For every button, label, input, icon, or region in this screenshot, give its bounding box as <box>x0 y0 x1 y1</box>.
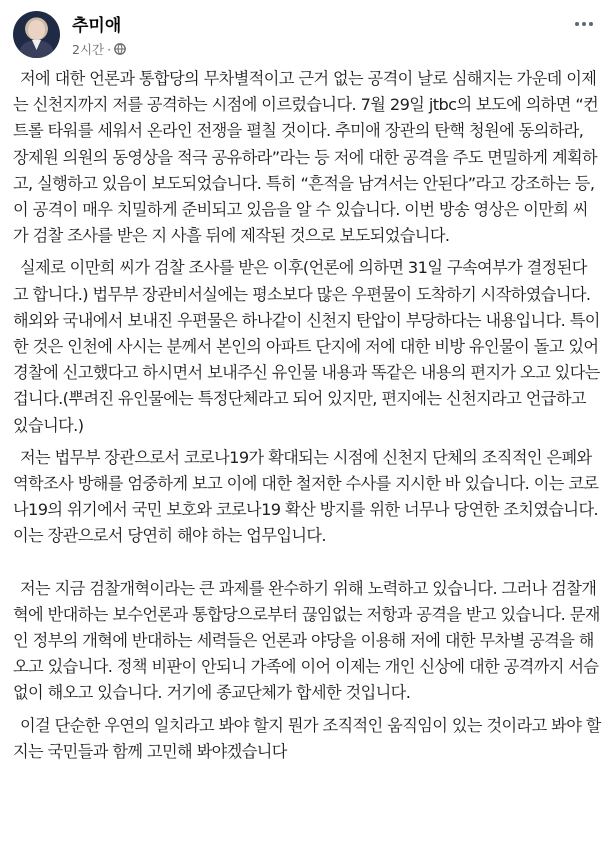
post-paragraph: 저에 대한 언론과 통합당의 무차별적이고 근거 없는 공격이 날로 심해지는 가운데 이제는 신천지까지 저를 공격하는 시점에 이르렀습니다. 7월 29일 jtbc의 보도에 의하면 “컨트롤 타워를 세워서 온라인 전쟁을 펼칠 것이다. 추미애 장관의 탄핵 청원에 동의하라, 장제원 의원의 동영상을 적극 공유하라”라는 등 저에 대한 공격을 주도 면밀하게 계획하고, 실행하고 있음이 보도되었습니다. 특히 “흔적을 남겨서는 안된다”라고 강조하는 등, 이 공격이 매우 치밀하게 준비되고 있음을 알 수 있습니다. 이번 방송 영상은 이만희 씨가 검찰 조사를 받은 지 사흘 뒤에 제작된 것으로 보도되었습니다. <box>13 69 599 246</box>
avatar[interactable] <box>13 11 60 58</box>
globe-icon[interactable] <box>114 43 126 55</box>
post-paragraph: 이걸 단순한 우연의 일치라고 봐야 할지 뭔가 조직적인 움직임이 있는 것이라고 봐야 할지는 국민들과 함께 고민해 봐야겠습니다 <box>13 715 601 761</box>
avatar-face <box>28 20 45 40</box>
author-name[interactable]: 추미애 <box>72 16 122 36</box>
post-paragraph: 실제로 이만희 씨가 검찰 조사를 받은 이후(언론에 의하면 31일 구속여부가 결정된다고 합니다.) 법무부 장관비서실에는 평소보다 많은 우편물이 도착하기 시작하였습니다. 해외와 국내에서 보내진 우편물은 하나같이 신천지 탄압이 부당하다는 내용입니다. 특이한 것은 인천에 사시는 분께서 본인의 아파트 단지에 저에 대한 비방 유인물이 돌고 있어 경찰에 신고했다고 하시면서 보내주신 유인물 내용과 똑같은 내용의 편지가 오고 있다는 겁니다.(뿌려진 유인물에는 특정단체라고 되어 있지만, 편지에는 신천지라고 언급하고 있습니다.) <box>13 258 600 435</box>
meta-separator: · <box>107 41 112 57</box>
post-header <box>0 0 607 66</box>
post-body <box>13 66 601 765</box>
post-time[interactable]: 2시간 <box>72 42 105 57</box>
post-meta <box>72 40 126 58</box>
post-paragraph: 저는 지금 검찰개혁이라는 큰 과제를 완수하기 위해 노력하고 있습니다. 그러나 검찰개혁에 반대하는 보수언론과 통합당으로부터 끊임없는 저항과 공격을 받고 있습니다. 문재인 정부의 개혁에 반대하는 세력들은 언론과 야당을 이용해 저에 대한 무차별 공격을 해오고 있습니다. 정책 비판이 안되니 가족에 이어 이제는 개인 신상에 대한 공격까지 서슴없이 해오고 있습니다. 거기에 종교단체가 합세한 것입니다. <box>13 578 600 703</box>
post-paragraph: 저는 법무부 장관으로서 코로나19가 확대되는 시점에 신천지 단체의 조직적인 은폐와 역학조사 방해를 엄중하게 보고 이에 대한 철저한 수사를 지시한 바 있습니다. 이는 코로나19의 위기에서 국민 보호와 코로나19 확산 방지를 위한 너무나 당연한 조치였습니다. 이는 장관으로서 당연히 해야 하는 업무입니다. <box>13 447 599 546</box>
more-options-icon[interactable] <box>575 22 593 26</box>
